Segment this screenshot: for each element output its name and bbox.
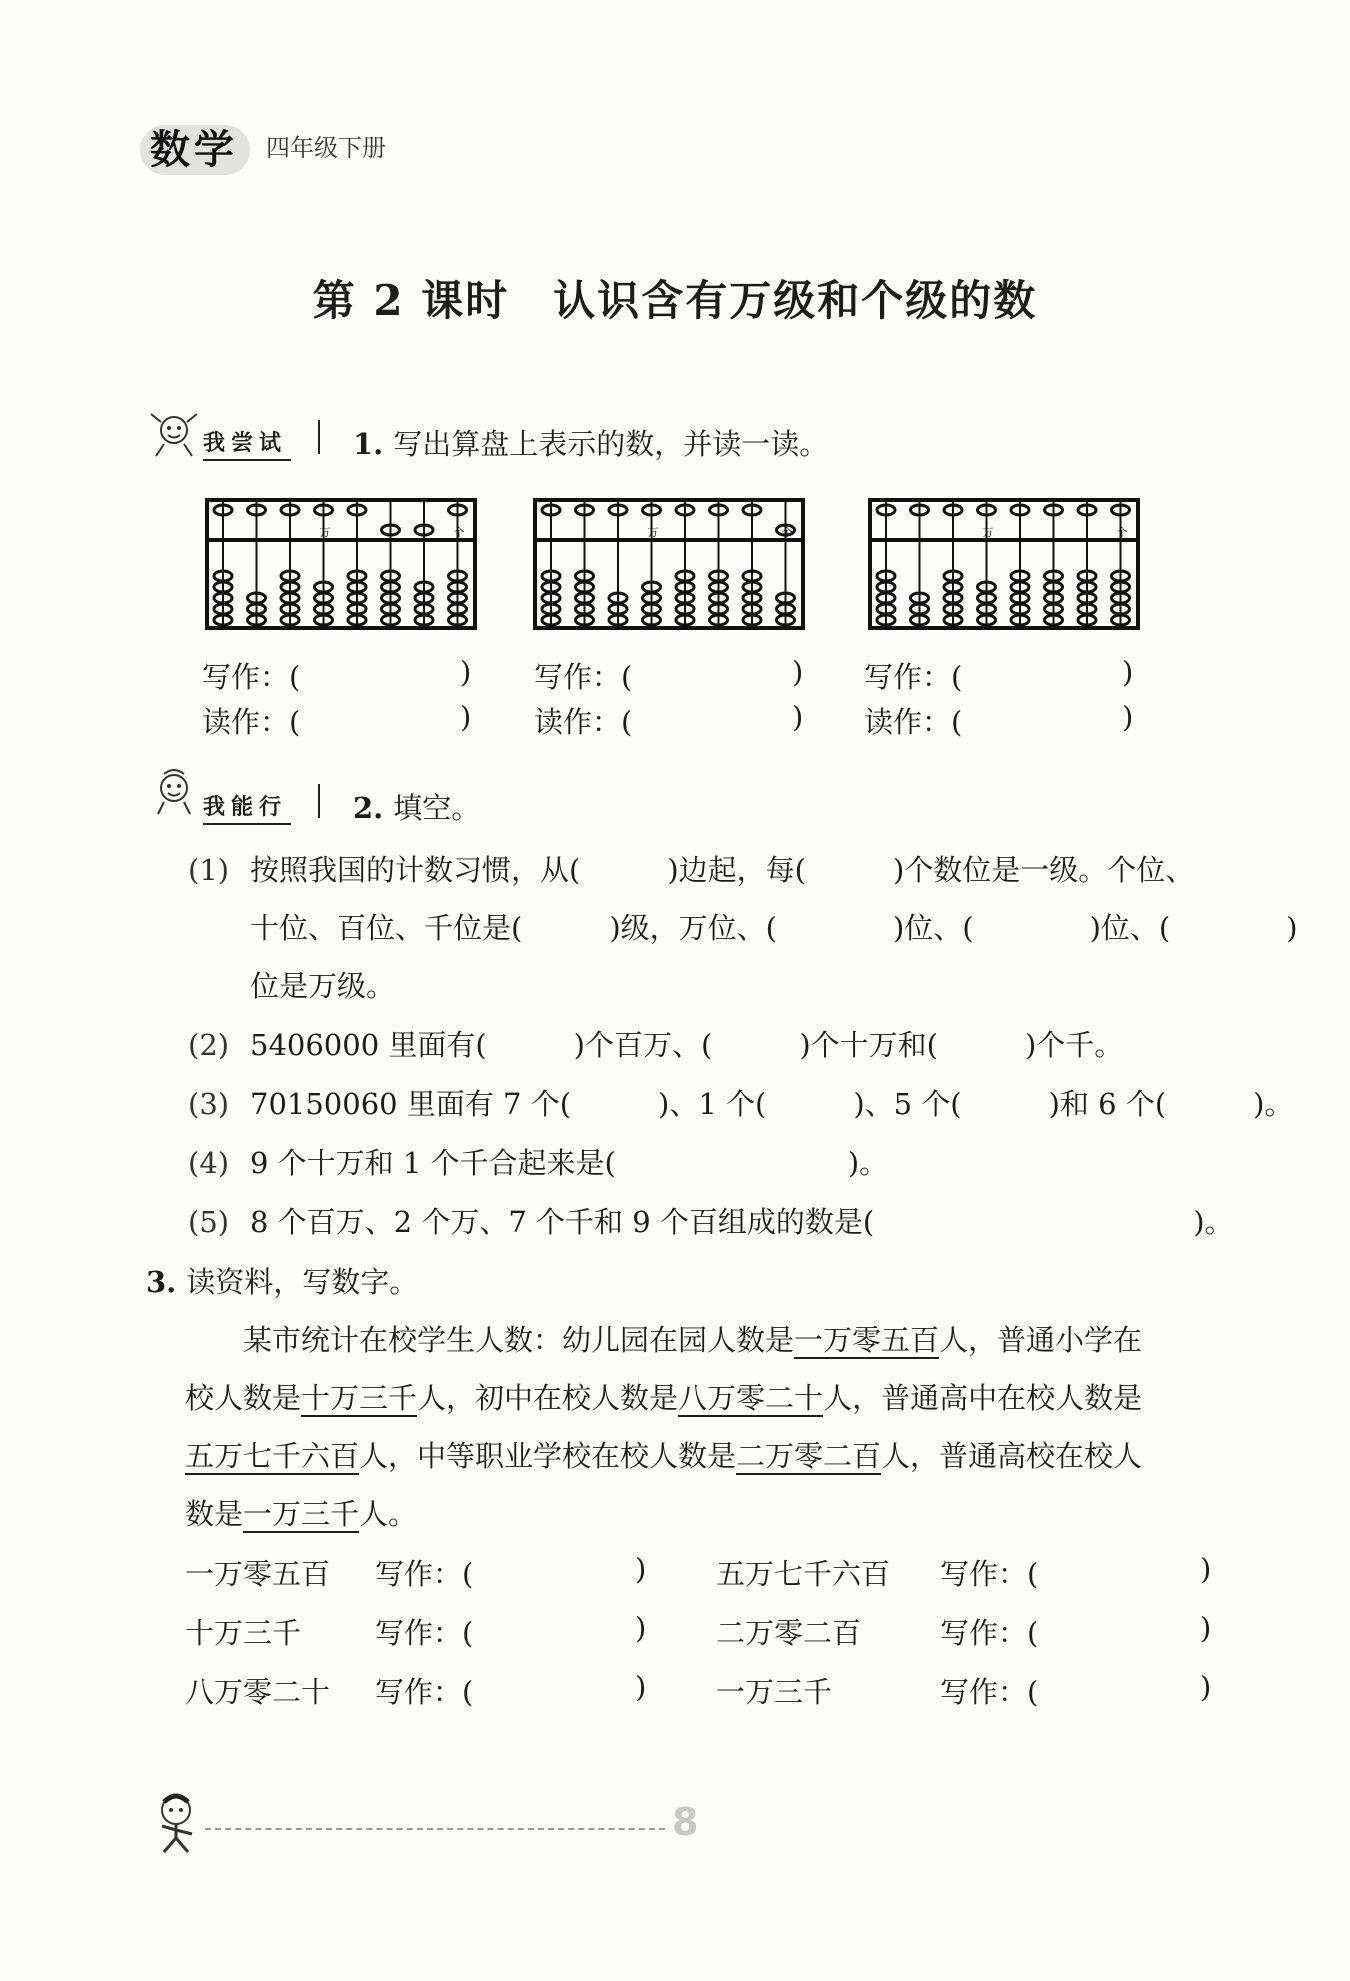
write-blank-2[interactable]: 写作：( ) — [534, 655, 804, 694]
lesson-title — [0, 268, 1350, 328]
abacus-mark-wan: 万 — [982, 526, 994, 539]
fill-item-text: 9 个十万和 1 个千合起来是( )。 — [250, 1146, 889, 1180]
underlined-number: 一万零五百 — [794, 1323, 940, 1357]
fill-item-1-line3: 位是万级。 — [250, 969, 396, 1003]
read-blank-2[interactable]: 读作：( ) — [534, 700, 804, 739]
abacus-mark-wan: 万 — [319, 526, 331, 539]
lesson-number: 第 2 课时 — [312, 276, 510, 325]
question-text: 写出算盘上表示的数，并读一读。 — [393, 427, 829, 461]
write-row-2-left[interactable]: 十万三千 写作：( ) — [185, 1611, 647, 1650]
fill-item-text: 8 个百万、2 个万、7 个千和 9 个百组成的数是( )。 — [250, 1205, 1234, 1239]
fill-item-3: (3) 70150060 里面有 7 个( )、1 个( )、5 个( )和 6 个( )。 — [188, 1087, 1294, 1121]
fill-item-text: 5406000 里面有( )个百万、( )个十万和( )个千。 — [250, 1028, 1124, 1062]
write-row-3-left[interactable]: 八万零二十 写作：( ) — [185, 1670, 647, 1709]
footer-divider — [205, 1828, 665, 1830]
underlined-number: 五万七千六百 — [185, 1439, 360, 1473]
question-text: 填空。 — [393, 791, 481, 825]
fill-item-1: (1) 按照我国的计数习惯，从( )边起，每( )个数位是一级。个位、 — [188, 853, 1195, 887]
abacus-mark-ge: 个 — [1116, 526, 1128, 539]
abacus-2 — [533, 498, 805, 630]
fill-item-text: 70150060 里面有 7 个( )、1 个( )、5 个( )和 6 个( )。 — [250, 1087, 1294, 1121]
read-blank-1[interactable]: 读作：( ) — [202, 700, 472, 739]
subject-title: 数学 — [150, 127, 238, 173]
paragraph-line-2: 校人数是十万三千人，初中在校人数是八万零二十人，普通高中在校人数是 — [185, 1381, 1143, 1415]
question-text: 读资料，写数字。 — [186, 1265, 419, 1299]
abacus-3 — [868, 498, 1140, 630]
write-row-1-right[interactable]: 五万七千六百 写作：( ) — [716, 1552, 1212, 1591]
abacus-mark-ge: 个 — [453, 526, 465, 539]
write-row-3-right[interactable]: 一万三千 写作：( ) — [716, 1670, 1212, 1709]
underlined-number: 二万零二百 — [736, 1439, 882, 1473]
fill-item-5: (5) 8 个百万、2 个万、7 个千和 9 个百组成的数是( )。 — [188, 1205, 1234, 1239]
question-number: 3. — [146, 1265, 177, 1299]
abacus-mark-wan: 万 — [647, 526, 659, 539]
write-row-1-left[interactable]: 一万零五百 写作：( ) — [185, 1552, 647, 1591]
question-number: 2. — [353, 791, 384, 825]
section-label-can: 我能行 — [203, 790, 291, 825]
section-divider — [318, 784, 320, 818]
cartoon-girl-icon — [146, 410, 202, 458]
abacus-1 — [205, 498, 477, 630]
underlined-number: 十万三千 — [301, 1381, 418, 1415]
underlined-number: 一万三千 — [243, 1497, 360, 1531]
cartoon-kid-icon — [146, 768, 202, 816]
fill-item-1-line2: 十位、百位、千位是( )级，万位、( )位、( )位、( ) — [250, 911, 1298, 945]
lesson-name: 认识含有万级和个级的数 — [553, 276, 1038, 325]
write-blank-3[interactable]: 写作：( ) — [864, 655, 1134, 694]
question-3 — [146, 1260, 418, 1301]
question-number: 1. — [353, 427, 384, 461]
section-label-try: 我尝试 — [203, 426, 291, 461]
paragraph-line-3: 五万七千六百人，中等职业学校在校人数是二万零二百人，普通高校在校人 — [185, 1439, 1143, 1473]
running-kid-icon — [146, 1790, 206, 1860]
paragraph-line-4: 数是一万三千人。 — [185, 1497, 418, 1531]
section-divider — [318, 420, 320, 454]
write-blank-1[interactable]: 写作：( ) — [202, 655, 472, 694]
write-row-2-right[interactable]: 二万零二百 写作：( ) — [716, 1611, 1212, 1650]
abacus-mark-ge: 个 — [781, 526, 793, 539]
underlined-number: 八万零二十 — [678, 1381, 824, 1415]
paragraph-line-1: 某市统计在校学生人数：幼儿园在园人数是一万零五百人，普通小学在 — [185, 1323, 1143, 1357]
read-blank-3[interactable]: 读作：( ) — [864, 700, 1134, 739]
question-2 — [353, 786, 480, 827]
fill-item-2: (2) 5406000 里面有( )个百万、( )个十万和( )个千。 — [188, 1028, 1124, 1062]
question-1 — [353, 422, 828, 463]
fill-item-text: 按照我国的计数习惯，从( )边起，每( )个数位是一级。个位、 — [250, 853, 1195, 887]
page-number: 8 — [672, 1800, 699, 1844]
grade-label: 四年级下册 — [266, 134, 386, 162]
fill-item-4: (4) 9 个十万和 1 个千合起来是( )。 — [188, 1146, 889, 1180]
